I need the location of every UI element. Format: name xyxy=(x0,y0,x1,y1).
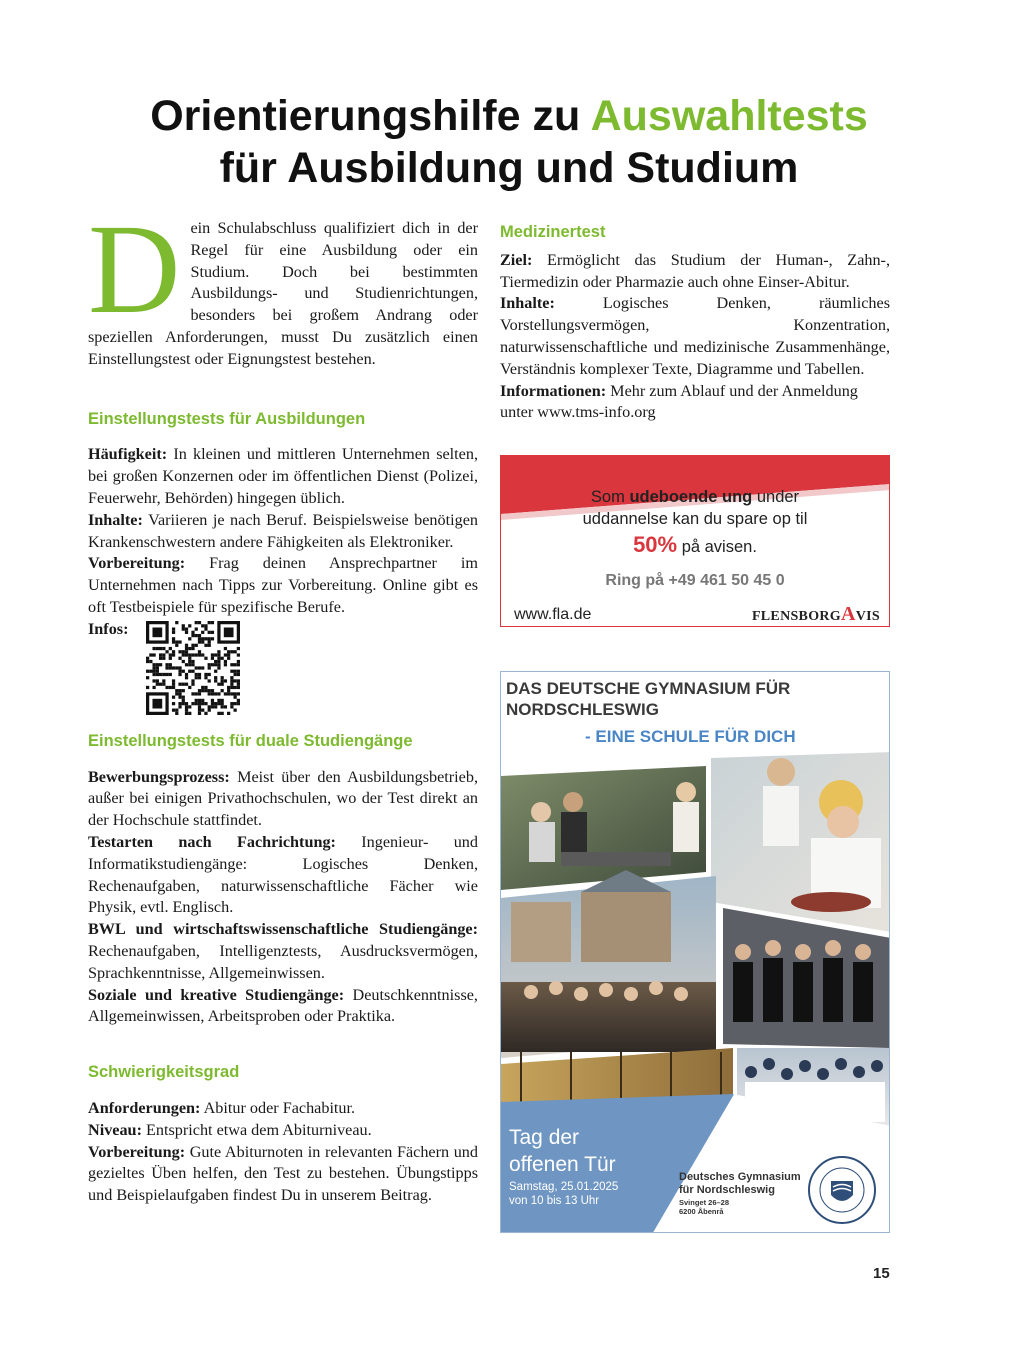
ad-line3: 50% på avisen. xyxy=(633,532,757,557)
item-text: Meist über den Ausbildungsbetrieb, außer bei einigen Privathochschulen, wo der Test direkt an der Hochschule stattfindet. xyxy=(88,767,478,830)
item-haeufigkeit xyxy=(88,444,478,509)
title-part1: Orientierungshilfe zu xyxy=(150,92,591,140)
page-number: 15 xyxy=(873,1265,890,1282)
item-inhalte-med xyxy=(500,293,890,380)
item-inhalte xyxy=(88,510,478,554)
discount-percent: 50% xyxy=(633,532,678,557)
item-sozial xyxy=(88,985,478,1029)
ad-phone: Ring på +49 461 50 45 0 xyxy=(605,572,785,589)
item-vorbereitung xyxy=(88,553,478,618)
item-text: Frag deinen Ansprechpartner im Unternehmen nach Tipps zur Vorbereitung. Online gibt es oft Testbeispiele für spezifische Berufe. xyxy=(88,554,478,616)
item-niveau xyxy=(88,1120,478,1142)
section-heading: Medizinertest xyxy=(500,223,606,241)
item-text: Abitur oder Fachabitur. xyxy=(200,1098,356,1117)
item-label: Soziale und kreative Studiengänge: xyxy=(88,985,345,1004)
school-name: Deutsches Gymnasium für Nordschleswig xyxy=(679,1171,801,1196)
item-bewerbung xyxy=(88,767,478,832)
flensborg-avis-ad[interactable] xyxy=(500,455,890,627)
item-text: Logisches Denken, räumliches Vorstellungsvermögen, Konzentration, naturwissenschaftliche und medizinische Zusammenhänge, Verständnis komplexer Texte, Diagramme und Tabellen. xyxy=(500,294,890,378)
left-column xyxy=(88,198,478,1207)
item-label: Vorbereitung: xyxy=(88,1142,186,1161)
infos-label: Infos: xyxy=(88,619,129,638)
ad-url-link[interactable]: www.fla.de xyxy=(514,606,592,623)
school-address: Svinget 26–28 6200 Åbenrå xyxy=(679,1198,730,1216)
item-vorbereitung-2 xyxy=(88,1142,478,1207)
section-heading: Einstellungstests für Ausbildungen xyxy=(88,409,366,428)
ad-gym-heading: DAS DEUTSCHE GYMNASIUM FÜR NORDSCHLESWIG xyxy=(506,679,791,719)
item-text: Mehr zum Ablauf und der Anmeldung unter www.tms-info.org xyxy=(500,381,858,422)
item-label: Niveau: xyxy=(88,1120,142,1139)
item-text: Entspricht etwa dem Abiturniveau. xyxy=(141,1120,372,1139)
item-bwl xyxy=(88,919,478,984)
item-label: Testarten nach Fachrichtung: xyxy=(88,832,336,851)
section-heading: Schwierigkeitsgrad xyxy=(88,1063,240,1082)
item-text: Rechenaufgaben, Intelligenztests, Ausdrucksvermögen, Sprachkenntnisse, Allgemeinwissen. xyxy=(88,941,478,982)
item-text: Variieren je nach Beruf. Beispielsweise benötigen Krankenschwestern andere Fähigkeiten als Elektroniker. xyxy=(88,510,478,551)
section-schwierigkeit xyxy=(88,1062,478,1207)
gymnasium-ad[interactable] xyxy=(500,671,890,1233)
section-duale xyxy=(88,731,478,1028)
event-title: Tag der offenen Tür xyxy=(509,1126,616,1176)
ad-line1: Som udeboende ung under xyxy=(590,488,800,506)
item-text: Ingenieur- und Informatikstudiengänge: Logisches Denken, Rechenaufgaben, naturwissenschaftliche Fächer wie Physik, evtl. Englisch. xyxy=(88,832,478,917)
infos-row xyxy=(88,619,478,715)
item-testarten xyxy=(88,832,478,919)
qr-code[interactable] xyxy=(146,621,240,715)
intro-text: ein Schulabschluss qualifiziert dich in der Regel für eine Ausbildung oder ein Studium. Doch bei bestimmten Ausbildungs- und Studienrichtungen, besonders bei großem Andrang oder speziellen Anforderungen, musst Du zusätzlich einen Einstellungstest oder Eignungstest bestehen. xyxy=(88,219,478,368)
item-label: Inhalte: xyxy=(500,294,555,313)
item-label: Bewerbungsprozess: xyxy=(88,767,230,786)
ad-gym-subheading: - EINE SCHULE FÜR DICH xyxy=(585,727,796,746)
event-date: Samstag, 25.01.2025 von 10 bis 13 Uhr xyxy=(509,1181,619,1207)
item-label: BWL und wirtschaftswissenschaftliche Studiengänge: xyxy=(88,920,478,939)
item-informationen xyxy=(500,381,890,425)
item-text: Gute Abiturnoten in relevanten Fächern und gezieltes Üben helfen, den Test zu bestehen. Übungstipps und Beispielaufgaben findest Du in unserem Beitrag. xyxy=(88,1142,478,1205)
item-label: Anforderungen: xyxy=(88,1098,201,1117)
section-heading: Einstellungstests für duale Studiengänge xyxy=(88,731,413,750)
item-text: In kleinen und mittleren Unternehmen selten, bei großen Konzernen oder im öffentlichen Dienst (Polizei, Feuerwehr, Behörden) hingegen üblich. xyxy=(88,445,478,507)
school-seal-icon xyxy=(807,1155,877,1225)
flensborg-avis-logo: FLENSBORGAVIS xyxy=(751,603,880,625)
item-ziel xyxy=(500,250,890,294)
item-label: Inhalte: xyxy=(88,510,143,529)
item-text: Deutschkenntnisse, Allgemeinwissen, Arbeitsproben oder Praktika. xyxy=(88,985,478,1026)
title-line2: für Ausbildung und Studium xyxy=(219,144,799,192)
ad-line2: uddannelse kan du spare op til xyxy=(582,510,808,528)
section-ausbildungen xyxy=(88,409,478,715)
item-label: Häufigkeit: xyxy=(88,445,168,464)
drop-cap: D xyxy=(88,198,181,340)
title-highlight: Auswahltests xyxy=(590,92,868,140)
item-anforderungen xyxy=(88,1098,478,1120)
item-label: Ziel: xyxy=(500,250,533,269)
page-title xyxy=(0,90,1018,194)
item-label: Vorbereitung: xyxy=(88,554,186,573)
item-label: Informationen: xyxy=(500,381,607,400)
right-column xyxy=(500,222,890,424)
item-text: Ermöglicht das Studium der Human-, Zahn-, Tiermedizin oder Pharmazie auch ohne Einser-Abitur. xyxy=(500,250,890,291)
intro-paragraph xyxy=(88,198,478,371)
